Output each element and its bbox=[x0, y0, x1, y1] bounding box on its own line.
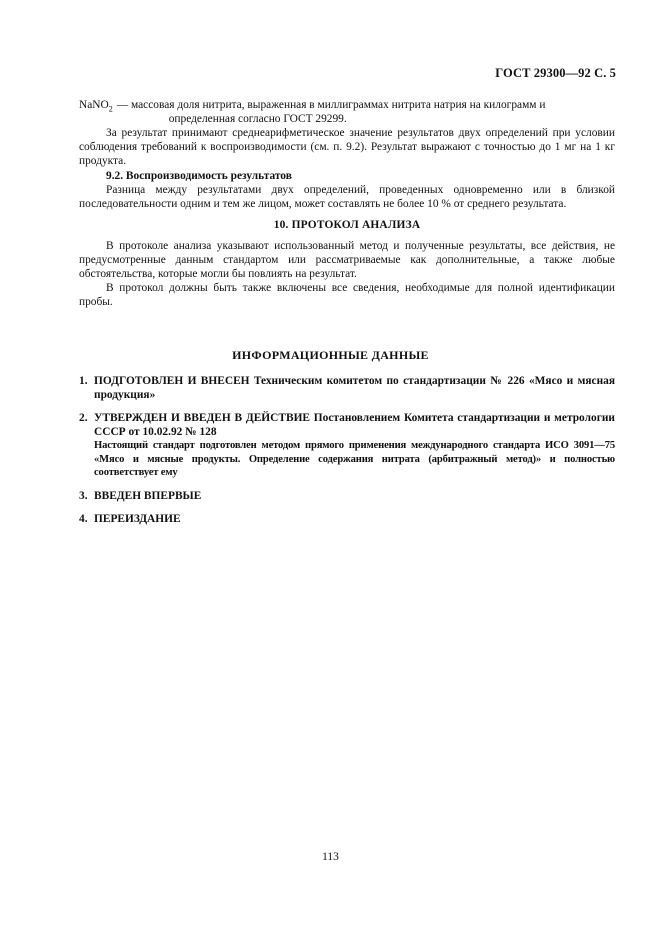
info-item-note: Настоящий стандарт подготовлен методом прямого применения международного стандарта ИСО 3091—75 «Мясо и мясные продукты. Определение содержания нитрата (арбитражный метод)» и полностью соответствует ему bbox=[94, 440, 615, 478]
info-item-number: 1. bbox=[79, 375, 88, 387]
info-item-text: ПЕРЕИЗДАНИЕ bbox=[94, 512, 181, 525]
definition-text-continued: определенная согласно ГОСТ 29299. bbox=[168, 113, 347, 125]
definition-term: NaNO$_2$ bbox=[79, 99, 113, 114]
info-item-text: ПОДГОТОВЛЕН И ВНЕСЕН Техническим комитетом по стандартизации № 226 «Мясо и мясная продукция» bbox=[94, 375, 615, 401]
definition-text: — массовая доля нитрита, выраженная в миллиграммах нитрита натрия на килограмм и bbox=[116, 99, 546, 111]
definition-body bbox=[117, 98, 615, 126]
info-item-2 bbox=[79, 411, 615, 480]
paragraph-protocol-1: В протоколе анализа указывают использованный метод и полученные результаты, все действия, не предусмотренные данным стандартом или рассматриваемые как дополнительные, а также любые обстоятельства, которые могли бы повлиять на результат. bbox=[79, 240, 615, 280]
info-item-4 bbox=[79, 512, 615, 526]
paragraph-reproducibility: Разница между результатами двух определений, проведенных одновременно или в близкой последовательности одним и тем же лицом, может составлять не более 10 % от среднего результата. bbox=[79, 184, 615, 210]
main-content bbox=[79, 98, 615, 309]
subsection-heading-9-2: 9.2. Воспроизводимость результатов bbox=[106, 170, 292, 182]
info-item-text: ВВЕДЕН ВПЕРВЫЕ bbox=[94, 489, 202, 502]
info-title: ИНФОРМАЦИОННЫЕ ДАННЫЕ bbox=[232, 348, 429, 362]
formula-definition bbox=[79, 98, 615, 126]
paragraph-protocol-2: В протокол должны быть также включены все сведения, необходимые для полной идентификации пробы. bbox=[79, 282, 615, 308]
info-list bbox=[79, 374, 615, 535]
info-item-number: 3. bbox=[79, 489, 88, 502]
section-heading-10: 10. ПРОТОКОЛ АНАЛИЗА bbox=[273, 219, 421, 231]
paragraph-result: За результат принимают среднеарифметическое значение результатов двух определений при условии соблюдения требований к воспроизводимости (см. п. 9.2). Результат выражают с точностью до 1 мг на 1 кг продукта. bbox=[79, 127, 615, 167]
page-number: 113 bbox=[322, 851, 339, 863]
info-item-1 bbox=[79, 374, 615, 402]
info-item-number: 2. bbox=[79, 412, 88, 424]
page-header: ГОСТ 29300—92 С. 5 bbox=[495, 66, 616, 80]
info-item-3 bbox=[79, 489, 615, 503]
info-item-text: УТВЕРЖДЕН И ВВЕДЕН В ДЕЙСТВИЕ Постановлением Комитета стандартизации и метрологии СССР от 10.02.92 № 128 bbox=[94, 412, 615, 438]
info-item-number: 4. bbox=[79, 512, 88, 525]
